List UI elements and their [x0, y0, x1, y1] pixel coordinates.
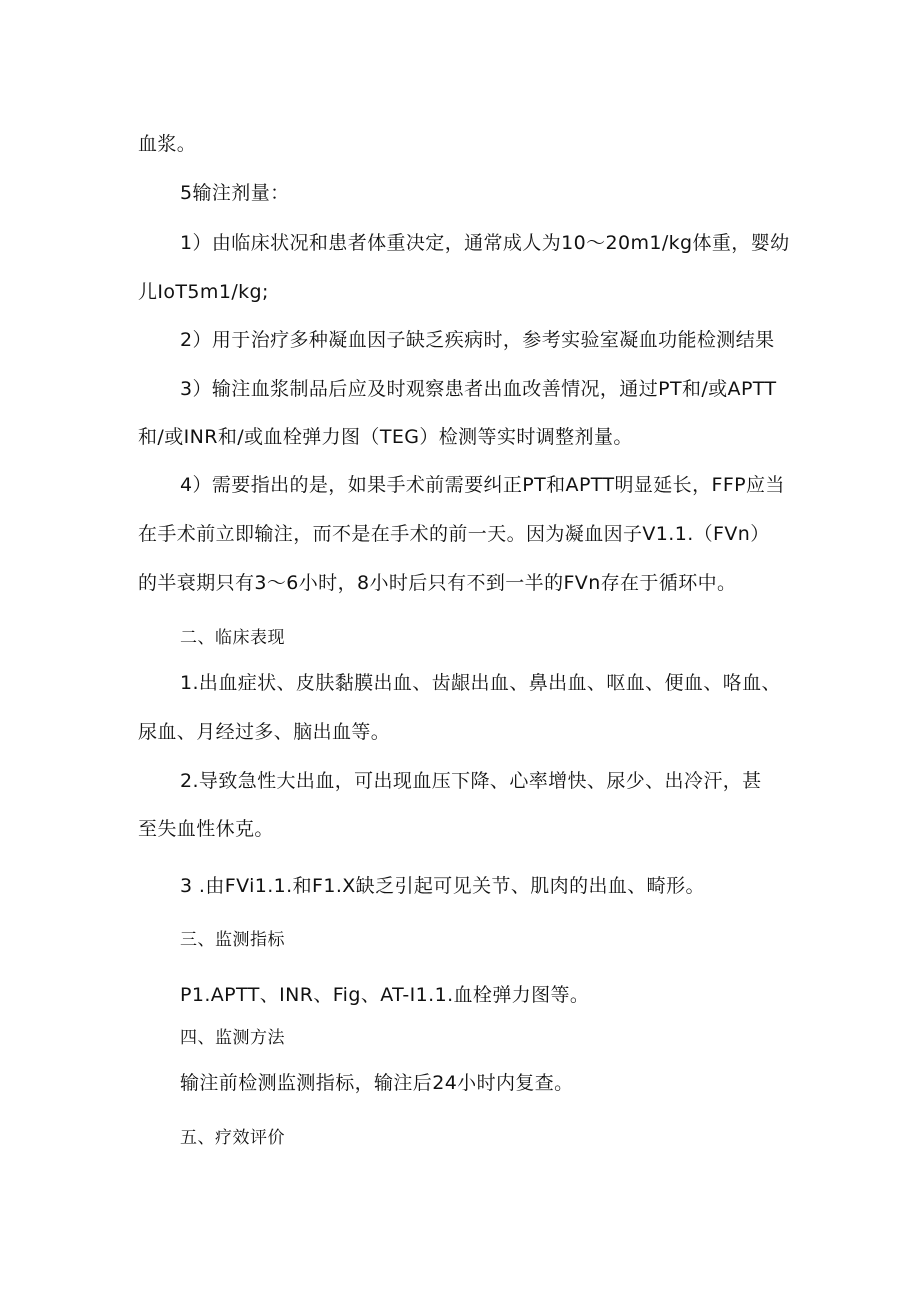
section-label: 5输注剂量： — [180, 182, 290, 204]
heading-monitoring-method: 四、监测方法 — [180, 1028, 285, 1048]
text-line: 和/或INR和/或血栓弹力图（TEG）检测等实时调整剂量。 — [138, 426, 633, 448]
text-line: 2.导致急性大出血，可出现血压下降、心率增快、尿少、出冷汗，甚 — [180, 770, 762, 792]
text-line: 1）由临床状况和患者体重决定，通常成人为10〜20m1∕kg体重，婴幼 — [180, 232, 790, 254]
text-line: P1.APTT、INR、Fig、AT-I1.1.血栓弹力图等。 — [180, 984, 590, 1006]
text-line: 儿IoT5m1∕kg; — [138, 281, 269, 303]
text-line: 3 .由FVi1.1.和F1.X缺乏引起可见关节、肌肉的出血、畸形。 — [180, 875, 705, 897]
text-line: 至失血性休克。 — [138, 818, 274, 840]
text-line: 2）用于治疗多种凝血因子缺乏疾病时，参考实验室凝血功能检测结果 — [180, 329, 775, 351]
text-line: 3）输注血浆制品后应及时观察患者出血改善情况，通过PT和/或APTT — [180, 378, 777, 400]
text-line: 尿血、月经过多、脑出血等。 — [138, 721, 391, 743]
heading-efficacy-evaluation: 五、疗效评价 — [180, 1128, 285, 1148]
heading-clinical-manifestation: 二、临床表现 — [180, 628, 285, 648]
text-line: 在手术前立即输注，而不是在手术的前一天。因为凝血因子V1.1.（FVn） — [138, 523, 770, 545]
text-line: 4）需要指出的是，如果手术前需要纠正PT和APTT明显延长，FFP应当 — [180, 474, 785, 496]
text-line: 输注前检测监测指标，输注后24小时内复查。 — [180, 1072, 574, 1094]
text-line: 血浆。 — [138, 133, 197, 155]
text-line: 的半衰期只有3〜6小时，8小时后只有不到一半的FVn存在于循环中。 — [138, 572, 737, 594]
heading-monitoring-indicators: 三、监测指标 — [180, 930, 285, 950]
text-line: 1.出血症状、皮肤黏膜出血、齿龈出血、鼻出血、呕血、便血、咯血、 — [180, 672, 781, 694]
